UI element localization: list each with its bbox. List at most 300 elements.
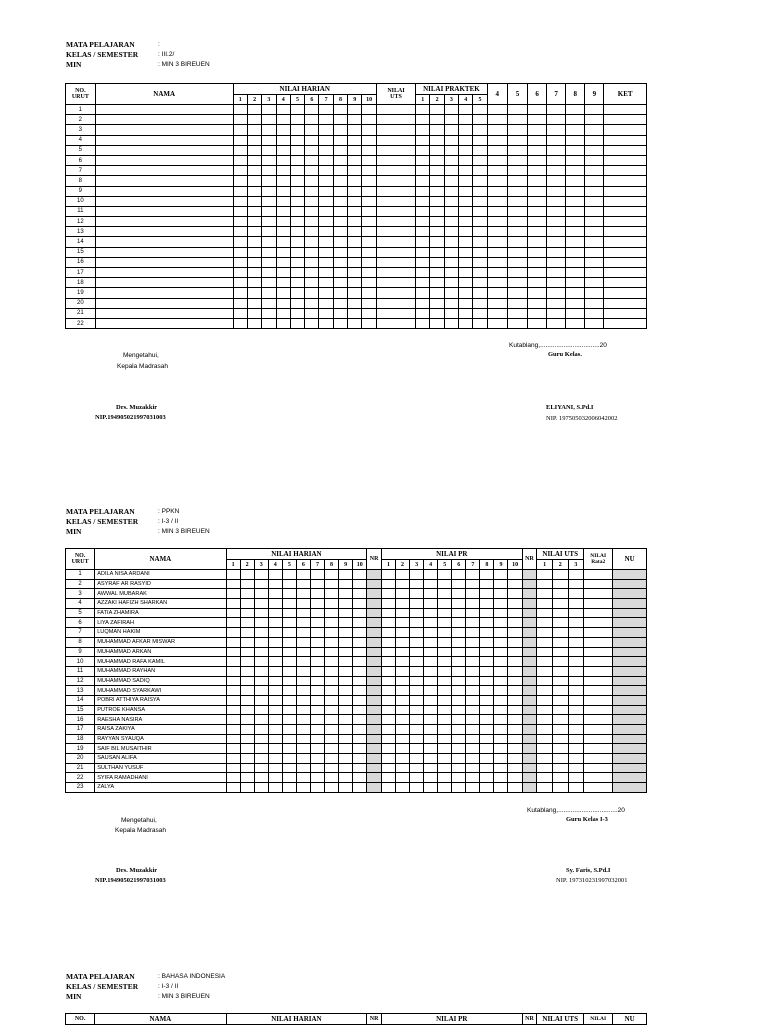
- grade-cell[interactable]: [240, 705, 254, 715]
- grade-cell[interactable]: [395, 686, 409, 696]
- grade-cell[interactable]: [395, 715, 409, 725]
- grade-cell[interactable]: [487, 257, 507, 267]
- grade-cell[interactable]: [319, 217, 333, 227]
- grade-cell[interactable]: [381, 589, 395, 599]
- grade-cell[interactable]: [254, 734, 268, 744]
- grade-cell[interactable]: [473, 268, 487, 278]
- grade-cell[interactable]: [353, 676, 367, 686]
- grade-cell[interactable]: [254, 686, 268, 696]
- grade-cell[interactable]: [585, 125, 604, 135]
- grade-cell[interactable]: [367, 647, 382, 657]
- grade-cell[interactable]: [233, 298, 247, 308]
- grade-cell[interactable]: [247, 206, 261, 216]
- grade-cell[interactable]: [233, 145, 247, 155]
- grade-cell[interactable]: [276, 217, 290, 227]
- grade-cell[interactable]: [381, 754, 395, 764]
- grade-cell[interactable]: [430, 298, 444, 308]
- grade-cell[interactable]: [452, 637, 466, 647]
- grade-cell[interactable]: [410, 705, 424, 715]
- grade-cell[interactable]: [290, 318, 304, 328]
- grade-cell[interactable]: [353, 608, 367, 618]
- grade-cell[interactable]: [466, 773, 480, 783]
- grade-cell[interactable]: [276, 145, 290, 155]
- grade-cell[interactable]: [410, 570, 424, 580]
- grade-cell[interactable]: [487, 206, 507, 216]
- grade-cell[interactable]: [585, 186, 604, 196]
- grade-cell[interactable]: [522, 676, 537, 686]
- grade-cell[interactable]: [395, 773, 409, 783]
- grade-cell[interactable]: [296, 589, 310, 599]
- grade-cell[interactable]: [438, 773, 452, 783]
- grade-cell[interactable]: [240, 715, 254, 725]
- grade-cell[interactable]: [296, 579, 310, 589]
- grade-cell[interactable]: [381, 715, 395, 725]
- grade-cell[interactable]: [585, 206, 604, 216]
- grade-cell[interactable]: [507, 125, 527, 135]
- grade-cell[interactable]: [487, 155, 507, 165]
- grade-cell[interactable]: [547, 298, 566, 308]
- grade-cell[interactable]: [552, 705, 568, 715]
- grade-cell[interactable]: [430, 206, 444, 216]
- grade-cell[interactable]: [381, 647, 395, 657]
- grade-cell[interactable]: [290, 135, 304, 145]
- grade-cell[interactable]: [424, 763, 438, 773]
- grade-cell[interactable]: [410, 637, 424, 647]
- grade-cell[interactable]: [416, 135, 430, 145]
- grade-cell[interactable]: [508, 734, 522, 744]
- grade-cell[interactable]: [240, 637, 254, 647]
- grade-cell[interactable]: [528, 268, 547, 278]
- grade-cell[interactable]: [480, 628, 494, 638]
- grade-cell[interactable]: [613, 599, 647, 609]
- grade-cell[interactable]: [552, 686, 568, 696]
- grade-cell[interactable]: [367, 618, 382, 628]
- grade-cell[interactable]: [444, 247, 458, 257]
- grade-cell[interactable]: [508, 618, 522, 628]
- grade-cell[interactable]: [424, 647, 438, 657]
- grade-cell[interactable]: [508, 783, 522, 793]
- grade-cell[interactable]: [262, 237, 276, 247]
- grade-cell[interactable]: [247, 105, 261, 115]
- grade-cell[interactable]: [310, 715, 324, 725]
- grade-cell[interactable]: [233, 278, 247, 288]
- grade-cell[interactable]: [268, 734, 282, 744]
- grade-cell[interactable]: [233, 166, 247, 176]
- grade-cell[interactable]: [452, 754, 466, 764]
- grade-cell[interactable]: [480, 608, 494, 618]
- grade-cell[interactable]: [362, 125, 376, 135]
- grade-cell[interactable]: [268, 715, 282, 725]
- grade-cell[interactable]: [568, 666, 584, 676]
- grade-cell[interactable]: [452, 676, 466, 686]
- grade-cell[interactable]: [362, 145, 376, 155]
- grade-cell[interactable]: [604, 268, 647, 278]
- grade-cell[interactable]: [487, 308, 507, 318]
- grade-cell[interactable]: [480, 579, 494, 589]
- grade-cell[interactable]: [416, 318, 430, 328]
- grade-cell[interactable]: [254, 647, 268, 657]
- grade-cell[interactable]: [381, 608, 395, 618]
- grade-cell[interactable]: [568, 734, 584, 744]
- grade-cell[interactable]: [537, 676, 553, 686]
- grade-cell[interactable]: [348, 125, 362, 135]
- grade-cell[interactable]: [547, 308, 566, 318]
- grade-cell[interactable]: [362, 308, 376, 318]
- grade-cell[interactable]: [480, 637, 494, 647]
- grade-cell[interactable]: [362, 206, 376, 216]
- grade-cell[interactable]: [416, 145, 430, 155]
- grade-cell[interactable]: [566, 308, 585, 318]
- grade-cell[interactable]: [362, 268, 376, 278]
- grade-cell[interactable]: [480, 744, 494, 754]
- grade-cell[interactable]: [466, 647, 480, 657]
- grade-cell[interactable]: [487, 217, 507, 227]
- grade-cell[interactable]: [459, 115, 473, 125]
- grade-cell[interactable]: [296, 783, 310, 793]
- grade-cell[interactable]: [305, 298, 319, 308]
- grade-cell[interactable]: [494, 666, 508, 676]
- grade-cell[interactable]: [310, 744, 324, 754]
- grade-cell[interactable]: [410, 599, 424, 609]
- grade-cell[interactable]: [305, 288, 319, 298]
- grade-cell[interactable]: [547, 196, 566, 206]
- grade-cell[interactable]: [585, 247, 604, 257]
- grade-cell[interactable]: [262, 166, 276, 176]
- grade-cell[interactable]: [282, 783, 296, 793]
- grade-cell[interactable]: [333, 247, 347, 257]
- grade-cell[interactable]: [339, 686, 353, 696]
- grade-cell[interactable]: [362, 196, 376, 206]
- grade-cell[interactable]: [466, 637, 480, 647]
- grade-cell[interactable]: [290, 206, 304, 216]
- grade-cell[interactable]: [430, 155, 444, 165]
- grade-cell[interactable]: [452, 744, 466, 754]
- grade-cell[interactable]: [282, 579, 296, 589]
- grade-cell[interactable]: [376, 298, 415, 308]
- grade-cell[interactable]: [508, 705, 522, 715]
- grade-cell[interactable]: [353, 773, 367, 783]
- grade-cell[interactable]: [444, 268, 458, 278]
- grade-cell[interactable]: [584, 686, 613, 696]
- grade-cell[interactable]: [268, 783, 282, 793]
- grade-cell[interactable]: [424, 715, 438, 725]
- grade-cell[interactable]: [296, 773, 310, 783]
- grade-cell[interactable]: [305, 257, 319, 267]
- grade-cell[interactable]: [438, 763, 452, 773]
- grade-cell[interactable]: [305, 237, 319, 247]
- grade-cell[interactable]: [522, 589, 537, 599]
- grade-cell[interactable]: [395, 754, 409, 764]
- grade-cell[interactable]: [473, 206, 487, 216]
- grade-cell[interactable]: [262, 318, 276, 328]
- grade-cell[interactable]: [310, 628, 324, 638]
- grade-cell[interactable]: [376, 105, 415, 115]
- grade-cell[interactable]: [240, 618, 254, 628]
- grade-cell[interactable]: [459, 125, 473, 135]
- grade-cell[interactable]: [226, 715, 240, 725]
- grade-cell[interactable]: [333, 196, 347, 206]
- grade-cell[interactable]: [547, 186, 566, 196]
- grade-cell[interactable]: [367, 599, 382, 609]
- grade-cell[interactable]: [254, 725, 268, 735]
- grade-cell[interactable]: [276, 318, 290, 328]
- grade-cell[interactable]: [296, 647, 310, 657]
- grade-cell[interactable]: [348, 105, 362, 115]
- grade-cell[interactable]: [247, 257, 261, 267]
- grade-cell[interactable]: [547, 227, 566, 237]
- grade-cell[interactable]: [376, 318, 415, 328]
- grade-cell[interactable]: [452, 589, 466, 599]
- grade-cell[interactable]: [310, 705, 324, 715]
- grade-cell[interactable]: [473, 135, 487, 145]
- grade-cell[interactable]: [410, 763, 424, 773]
- grade-cell[interactable]: [319, 206, 333, 216]
- grade-cell[interactable]: [367, 676, 382, 686]
- grade-cell[interactable]: [367, 705, 382, 715]
- grade-cell[interactable]: [240, 744, 254, 754]
- grade-cell[interactable]: [410, 608, 424, 618]
- grade-cell[interactable]: [459, 145, 473, 155]
- grade-cell[interactable]: [353, 579, 367, 589]
- grade-cell[interactable]: [473, 227, 487, 237]
- grade-cell[interactable]: [247, 227, 261, 237]
- grade-cell[interactable]: [585, 115, 604, 125]
- grade-cell[interactable]: [276, 105, 290, 115]
- grade-cell[interactable]: [254, 773, 268, 783]
- grade-cell[interactable]: [233, 196, 247, 206]
- grade-cell[interactable]: [333, 268, 347, 278]
- grade-cell[interactable]: [95, 217, 233, 227]
- grade-cell[interactable]: [348, 206, 362, 216]
- grade-cell[interactable]: [416, 227, 430, 237]
- grade-cell[interactable]: [473, 155, 487, 165]
- grade-cell[interactable]: [424, 579, 438, 589]
- grade-cell[interactable]: [568, 579, 584, 589]
- grade-cell[interactable]: [480, 599, 494, 609]
- grade-cell[interactable]: [604, 217, 647, 227]
- grade-cell[interactable]: [348, 298, 362, 308]
- grade-cell[interactable]: [262, 298, 276, 308]
- grade-cell[interactable]: [416, 237, 430, 247]
- grade-cell[interactable]: [339, 666, 353, 676]
- grade-cell[interactable]: [584, 579, 613, 589]
- grade-cell[interactable]: [395, 570, 409, 580]
- grade-cell[interactable]: [282, 705, 296, 715]
- grade-cell[interactable]: [508, 666, 522, 676]
- grade-cell[interactable]: [537, 744, 553, 754]
- grade-cell[interactable]: [613, 608, 647, 618]
- grade-cell[interactable]: [254, 579, 268, 589]
- grade-cell[interactable]: [367, 637, 382, 647]
- grade-cell[interactable]: [296, 725, 310, 735]
- grade-cell[interactable]: [473, 308, 487, 318]
- grade-cell[interactable]: [410, 783, 424, 793]
- grade-cell[interactable]: [528, 196, 547, 206]
- grade-cell[interactable]: [507, 268, 527, 278]
- grade-cell[interactable]: [381, 657, 395, 667]
- grade-cell[interactable]: [353, 647, 367, 657]
- grade-cell[interactable]: [376, 278, 415, 288]
- grade-cell[interactable]: [254, 589, 268, 599]
- grade-cell[interactable]: [276, 237, 290, 247]
- grade-cell[interactable]: [305, 166, 319, 176]
- grade-cell[interactable]: [537, 715, 553, 725]
- grade-cell[interactable]: [276, 308, 290, 318]
- grade-cell[interactable]: [254, 715, 268, 725]
- grade-cell[interactable]: [438, 570, 452, 580]
- grade-cell[interactable]: [584, 599, 613, 609]
- grade-cell[interactable]: [522, 773, 537, 783]
- grade-cell[interactable]: [381, 637, 395, 647]
- grade-cell[interactable]: [430, 176, 444, 186]
- grade-cell[interactable]: [348, 155, 362, 165]
- grade-cell[interactable]: [282, 628, 296, 638]
- grade-cell[interactable]: [367, 608, 382, 618]
- grade-cell[interactable]: [452, 763, 466, 773]
- grade-cell[interactable]: [353, 783, 367, 793]
- grade-cell[interactable]: [438, 754, 452, 764]
- grade-cell[interactable]: [268, 599, 282, 609]
- grade-cell[interactable]: [452, 695, 466, 705]
- grade-cell[interactable]: [362, 115, 376, 125]
- grade-cell[interactable]: [240, 666, 254, 676]
- grade-cell[interactable]: [348, 257, 362, 267]
- grade-cell[interactable]: [568, 647, 584, 657]
- grade-cell[interactable]: [507, 115, 527, 125]
- grade-cell[interactable]: [613, 705, 647, 715]
- grade-cell[interactable]: [395, 618, 409, 628]
- grade-cell[interactable]: [395, 705, 409, 715]
- grade-cell[interactable]: [528, 155, 547, 165]
- grade-cell[interactable]: [233, 268, 247, 278]
- grade-cell[interactable]: [424, 734, 438, 744]
- grade-cell[interactable]: [480, 666, 494, 676]
- grade-cell[interactable]: [95, 278, 233, 288]
- grade-cell[interactable]: [494, 628, 508, 638]
- grade-cell[interactable]: [247, 155, 261, 165]
- grade-cell[interactable]: [410, 715, 424, 725]
- grade-cell[interactable]: [290, 217, 304, 227]
- grade-cell[interactable]: [348, 318, 362, 328]
- grade-cell[interactable]: [522, 599, 537, 609]
- grade-cell[interactable]: [507, 135, 527, 145]
- grade-cell[interactable]: [480, 715, 494, 725]
- grade-cell[interactable]: [233, 227, 247, 237]
- grade-cell[interactable]: [438, 705, 452, 715]
- grade-cell[interactable]: [438, 695, 452, 705]
- grade-cell[interactable]: [305, 105, 319, 115]
- grade-cell[interactable]: [95, 155, 233, 165]
- grade-cell[interactable]: [367, 657, 382, 667]
- grade-cell[interactable]: [568, 695, 584, 705]
- grade-cell[interactable]: [430, 166, 444, 176]
- grade-cell[interactable]: [296, 570, 310, 580]
- grade-cell[interactable]: [487, 288, 507, 298]
- grade-cell[interactable]: [473, 318, 487, 328]
- grade-cell[interactable]: [376, 135, 415, 145]
- grade-cell[interactable]: [376, 206, 415, 216]
- grade-cell[interactable]: [410, 676, 424, 686]
- grade-cell[interactable]: [353, 599, 367, 609]
- grade-cell[interactable]: [247, 318, 261, 328]
- grade-cell[interactable]: [452, 599, 466, 609]
- grade-cell[interactable]: [459, 298, 473, 308]
- grade-cell[interactable]: [444, 206, 458, 216]
- grade-cell[interactable]: [348, 247, 362, 257]
- grade-cell[interactable]: [367, 686, 382, 696]
- grade-cell[interactable]: [613, 754, 647, 764]
- grade-cell[interactable]: [528, 227, 547, 237]
- grade-cell[interactable]: [268, 754, 282, 764]
- grade-cell[interactable]: [507, 247, 527, 257]
- grade-cell[interactable]: [459, 257, 473, 267]
- grade-cell[interactable]: [319, 196, 333, 206]
- grade-cell[interactable]: [444, 176, 458, 186]
- grade-cell[interactable]: [494, 734, 508, 744]
- grade-cell[interactable]: [296, 628, 310, 638]
- grade-cell[interactable]: [333, 115, 347, 125]
- grade-cell[interactable]: [566, 298, 585, 308]
- grade-cell[interactable]: [95, 237, 233, 247]
- grade-cell[interactable]: [296, 666, 310, 676]
- grade-cell[interactable]: [522, 666, 537, 676]
- grade-cell[interactable]: [528, 206, 547, 216]
- grade-cell[interactable]: [240, 773, 254, 783]
- grade-cell[interactable]: [310, 783, 324, 793]
- grade-cell[interactable]: [95, 125, 233, 135]
- grade-cell[interactable]: [568, 725, 584, 735]
- grade-cell[interactable]: [333, 176, 347, 186]
- grade-cell[interactable]: [507, 308, 527, 318]
- grade-cell[interactable]: [584, 570, 613, 580]
- grade-cell[interactable]: [604, 237, 647, 247]
- grade-cell[interactable]: [547, 155, 566, 165]
- grade-cell[interactable]: [528, 247, 547, 257]
- grade-cell[interactable]: [305, 217, 319, 227]
- grade-cell[interactable]: [362, 247, 376, 257]
- grade-cell[interactable]: [339, 715, 353, 725]
- grade-cell[interactable]: [310, 618, 324, 628]
- grade-cell[interactable]: [537, 618, 553, 628]
- grade-cell[interactable]: [604, 196, 647, 206]
- grade-cell[interactable]: [247, 166, 261, 176]
- grade-cell[interactable]: [416, 217, 430, 227]
- grade-cell[interactable]: [395, 744, 409, 754]
- grade-cell[interactable]: [310, 773, 324, 783]
- grade-cell[interactable]: [452, 628, 466, 638]
- grade-cell[interactable]: [568, 705, 584, 715]
- grade-cell[interactable]: [466, 628, 480, 638]
- grade-cell[interactable]: [552, 579, 568, 589]
- grade-cell[interactable]: [233, 288, 247, 298]
- grade-cell[interactable]: [282, 773, 296, 783]
- grade-cell[interactable]: [494, 754, 508, 764]
- grade-cell[interactable]: [466, 589, 480, 599]
- grade-cell[interactable]: [507, 237, 527, 247]
- grade-cell[interactable]: [381, 744, 395, 754]
- grade-cell[interactable]: [262, 125, 276, 135]
- grade-cell[interactable]: [507, 166, 527, 176]
- grade-cell[interactable]: [339, 608, 353, 618]
- grade-cell[interactable]: [226, 579, 240, 589]
- grade-cell[interactable]: [319, 145, 333, 155]
- grade-cell[interactable]: [233, 155, 247, 165]
- grade-cell[interactable]: [339, 744, 353, 754]
- grade-cell[interactable]: [466, 705, 480, 715]
- grade-cell[interactable]: [566, 227, 585, 237]
- grade-cell[interactable]: [444, 186, 458, 196]
- grade-cell[interactable]: [466, 657, 480, 667]
